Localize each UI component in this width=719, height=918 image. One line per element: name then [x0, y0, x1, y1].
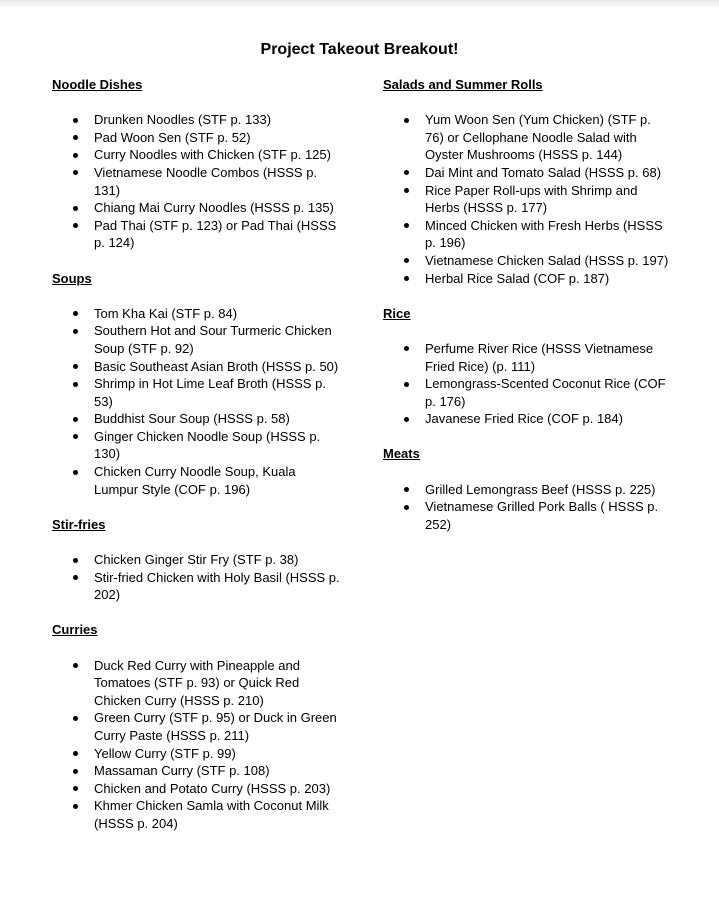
section-rice [383, 305, 673, 428]
bullet-icon [73, 170, 78, 175]
list-item-text: Minced Chicken with Fresh Herbs (HSSS p. 196) [425, 217, 663, 251]
bullet-list [383, 481, 673, 534]
bullet-icon [73, 470, 78, 475]
list-item-text: Massaman Curry (STF p. 108) [94, 763, 270, 779]
section-heading: Curries [52, 622, 98, 638]
list-item [383, 217, 673, 252]
section-heading: Meats [383, 446, 420, 462]
page-top-shadow [0, 0, 719, 8]
list-item-text: Rice Paper Roll-ups with Shrimp and Herbs (HSSS p. 177) [425, 182, 638, 216]
list-item-text: Drunken Noodles (STF p. 133) [94, 112, 272, 128]
bullet-icon [73, 118, 78, 123]
bullet-icon [73, 434, 78, 439]
bullet-icon [73, 769, 78, 774]
bullet-icon [73, 716, 78, 721]
bullet-icon [73, 135, 78, 140]
bullet-icon [73, 206, 78, 211]
bullet-icon [73, 329, 78, 334]
list-item [383, 111, 673, 164]
bullet-icon [404, 382, 409, 387]
list-item-text: Khmer Chicken Samla with Coconut Milk (HSSS p. 204) [94, 798, 329, 831]
list-item [52, 129, 342, 147]
list-item-text: Grilled Lemongrass Beef (HSSS p. 225) [425, 481, 656, 497]
list-item [52, 375, 342, 410]
bullet-icon [73, 751, 78, 756]
list-item-text: Buddhist Sour Soup (HSSS p. 58) [94, 411, 290, 427]
bullet-list [52, 111, 342, 252]
list-item-text: Stir-fried Chicken with Holy Basil (HSSS p. 202) [94, 569, 340, 603]
list-item [52, 709, 342, 744]
list-item-text: Chicken and Potato Curry (HSSS p. 203) [94, 780, 331, 796]
list-item-text: Duck Red Curry with Pineapple and Tomatoes (STF p. 93) or Quick Red Chicken Curry (HSSS p. 210) [94, 657, 300, 708]
bullet-list [52, 657, 342, 833]
left-column [52, 76, 342, 850]
list-item-text: Perfume River Rice (HSSS Vietnamese Fried Rice) (p. 111) [425, 340, 654, 374]
bullet-icon [73, 417, 78, 422]
list-item [52, 146, 342, 164]
list-item [383, 410, 673, 428]
list-item-text: Pad Woon Sen (STF p. 52) [94, 129, 251, 145]
section-heading: Stir-fries [52, 516, 106, 532]
list-item-text: Dai Mint and Tomato Salad (HSSS p. 68) [425, 164, 662, 180]
list-item [52, 569, 342, 604]
bullet-icon [404, 505, 409, 510]
list-item [383, 375, 673, 410]
section-heading: Noodle Dishes [52, 77, 143, 92]
bullet-icon [404, 417, 409, 422]
list-item [52, 410, 342, 428]
list-item [52, 551, 342, 569]
list-item [383, 270, 673, 288]
list-item [52, 463, 342, 498]
bullet-icon [404, 487, 409, 492]
list-item-text: Lemongrass-Scented Coconut Rice (COF p. 176) [425, 376, 666, 409]
bullet-icon [73, 558, 78, 563]
section-heading: Soups [52, 270, 92, 286]
list-item-text: Javanese Fried Rice (COF p. 184) [425, 411, 623, 427]
section-noodle-dishes [52, 76, 342, 252]
list-item-text: Chicken Curry Noodle Soup, Kuala Lumpur Style (COF p. 196) [94, 464, 296, 497]
section-soups [52, 270, 342, 499]
section-curries [52, 621, 342, 832]
bullet-list [383, 111, 673, 287]
section-meats [383, 445, 673, 533]
document-title: Project Takeout Breakout! [260, 41, 459, 58]
list-item [52, 199, 342, 217]
section-heading: Rice [383, 305, 411, 321]
section-salads-and-summer-rolls [383, 76, 673, 287]
bullet-icon [73, 223, 78, 228]
list-item-text: Vietnamese Noodle Combos (HSSS p. 131) [94, 164, 318, 198]
list-item [52, 745, 342, 763]
section-stir-fries [52, 516, 342, 604]
list-item-text: Yum Woon Sen (Yum Chicken) (STF p. 76) or Cellophane Noodle Salad with Oyster Mushrooms (HSSS p. 144) [425, 112, 651, 163]
list-item [52, 217, 342, 252]
bullet-icon [73, 364, 78, 369]
list-item [52, 164, 342, 199]
bullet-list [52, 551, 342, 604]
bullet-icon [73, 663, 78, 668]
bullet-icon [404, 118, 409, 123]
list-item-text: Shrimp in Hot Lime Leaf Broth (HSSS p. 53) [94, 376, 326, 409]
bullet-icon [73, 311, 78, 316]
section-heading: Salads and Summer Rolls [383, 77, 543, 92]
list-item [383, 252, 673, 270]
list-item [383, 498, 673, 533]
list-item [52, 111, 342, 129]
list-item [52, 322, 342, 357]
list-item [383, 182, 673, 217]
bullet-icon [73, 153, 78, 158]
list-item [52, 797, 342, 832]
list-item-text: Curry Noodles with Chicken (STF p. 125) [94, 147, 331, 163]
bullet-icon [73, 786, 78, 791]
bullet-icon [404, 170, 409, 175]
list-item-text: Herbal Rice Salad (COF p. 187) [425, 270, 610, 286]
list-item [52, 780, 342, 798]
bullet-icon [73, 382, 78, 387]
list-item-text: Yellow Curry (STF p. 99) [94, 745, 236, 761]
bullet-icon [73, 575, 78, 580]
list-item-text: Tom Kha Kai (STF p. 84) [94, 305, 238, 321]
right-column [383, 76, 673, 551]
list-item [383, 340, 673, 375]
list-item-text: Green Curry (STF p. 95) or Duck in Green Curry Paste (HSSS p. 211) [94, 710, 337, 743]
list-item-text: Pad Thai (STF p. 123) or Pad Thai (HSSS p. 124) [94, 217, 337, 251]
list-item [383, 481, 673, 499]
bullet-list [52, 305, 342, 499]
bullet-icon [404, 188, 409, 193]
list-item [52, 358, 342, 376]
bullet-icon [404, 346, 409, 351]
list-item-text: Vietnamese Grilled Pork Balls ( HSSS p. 252) [425, 499, 659, 532]
list-item-text: Vietnamese Chicken Salad (HSSS p. 197) [425, 252, 669, 268]
list-item [383, 164, 673, 182]
bullet-icon [404, 258, 409, 263]
bullet-icon [73, 804, 78, 809]
list-item-text: Southern Hot and Sour Turmeric Chicken Soup (STF p. 92) [94, 323, 332, 356]
bullet-icon [404, 276, 409, 281]
list-item-text: Ginger Chicken Noodle Soup (HSSS p. 130) [94, 428, 321, 462]
list-item [52, 305, 342, 323]
list-item [52, 657, 342, 710]
bullet-icon [404, 223, 409, 228]
bullet-list [383, 340, 673, 428]
list-item-text: Basic Southeast Asian Broth (HSSS p. 50) [94, 358, 339, 374]
list-item [52, 762, 342, 780]
list-item [52, 428, 342, 463]
list-item-text: Chiang Mai Curry Noodles (HSSS p. 135) [94, 200, 334, 216]
list-item-text: Chicken Ginger Stir Fry (STF p. 38) [94, 552, 299, 568]
